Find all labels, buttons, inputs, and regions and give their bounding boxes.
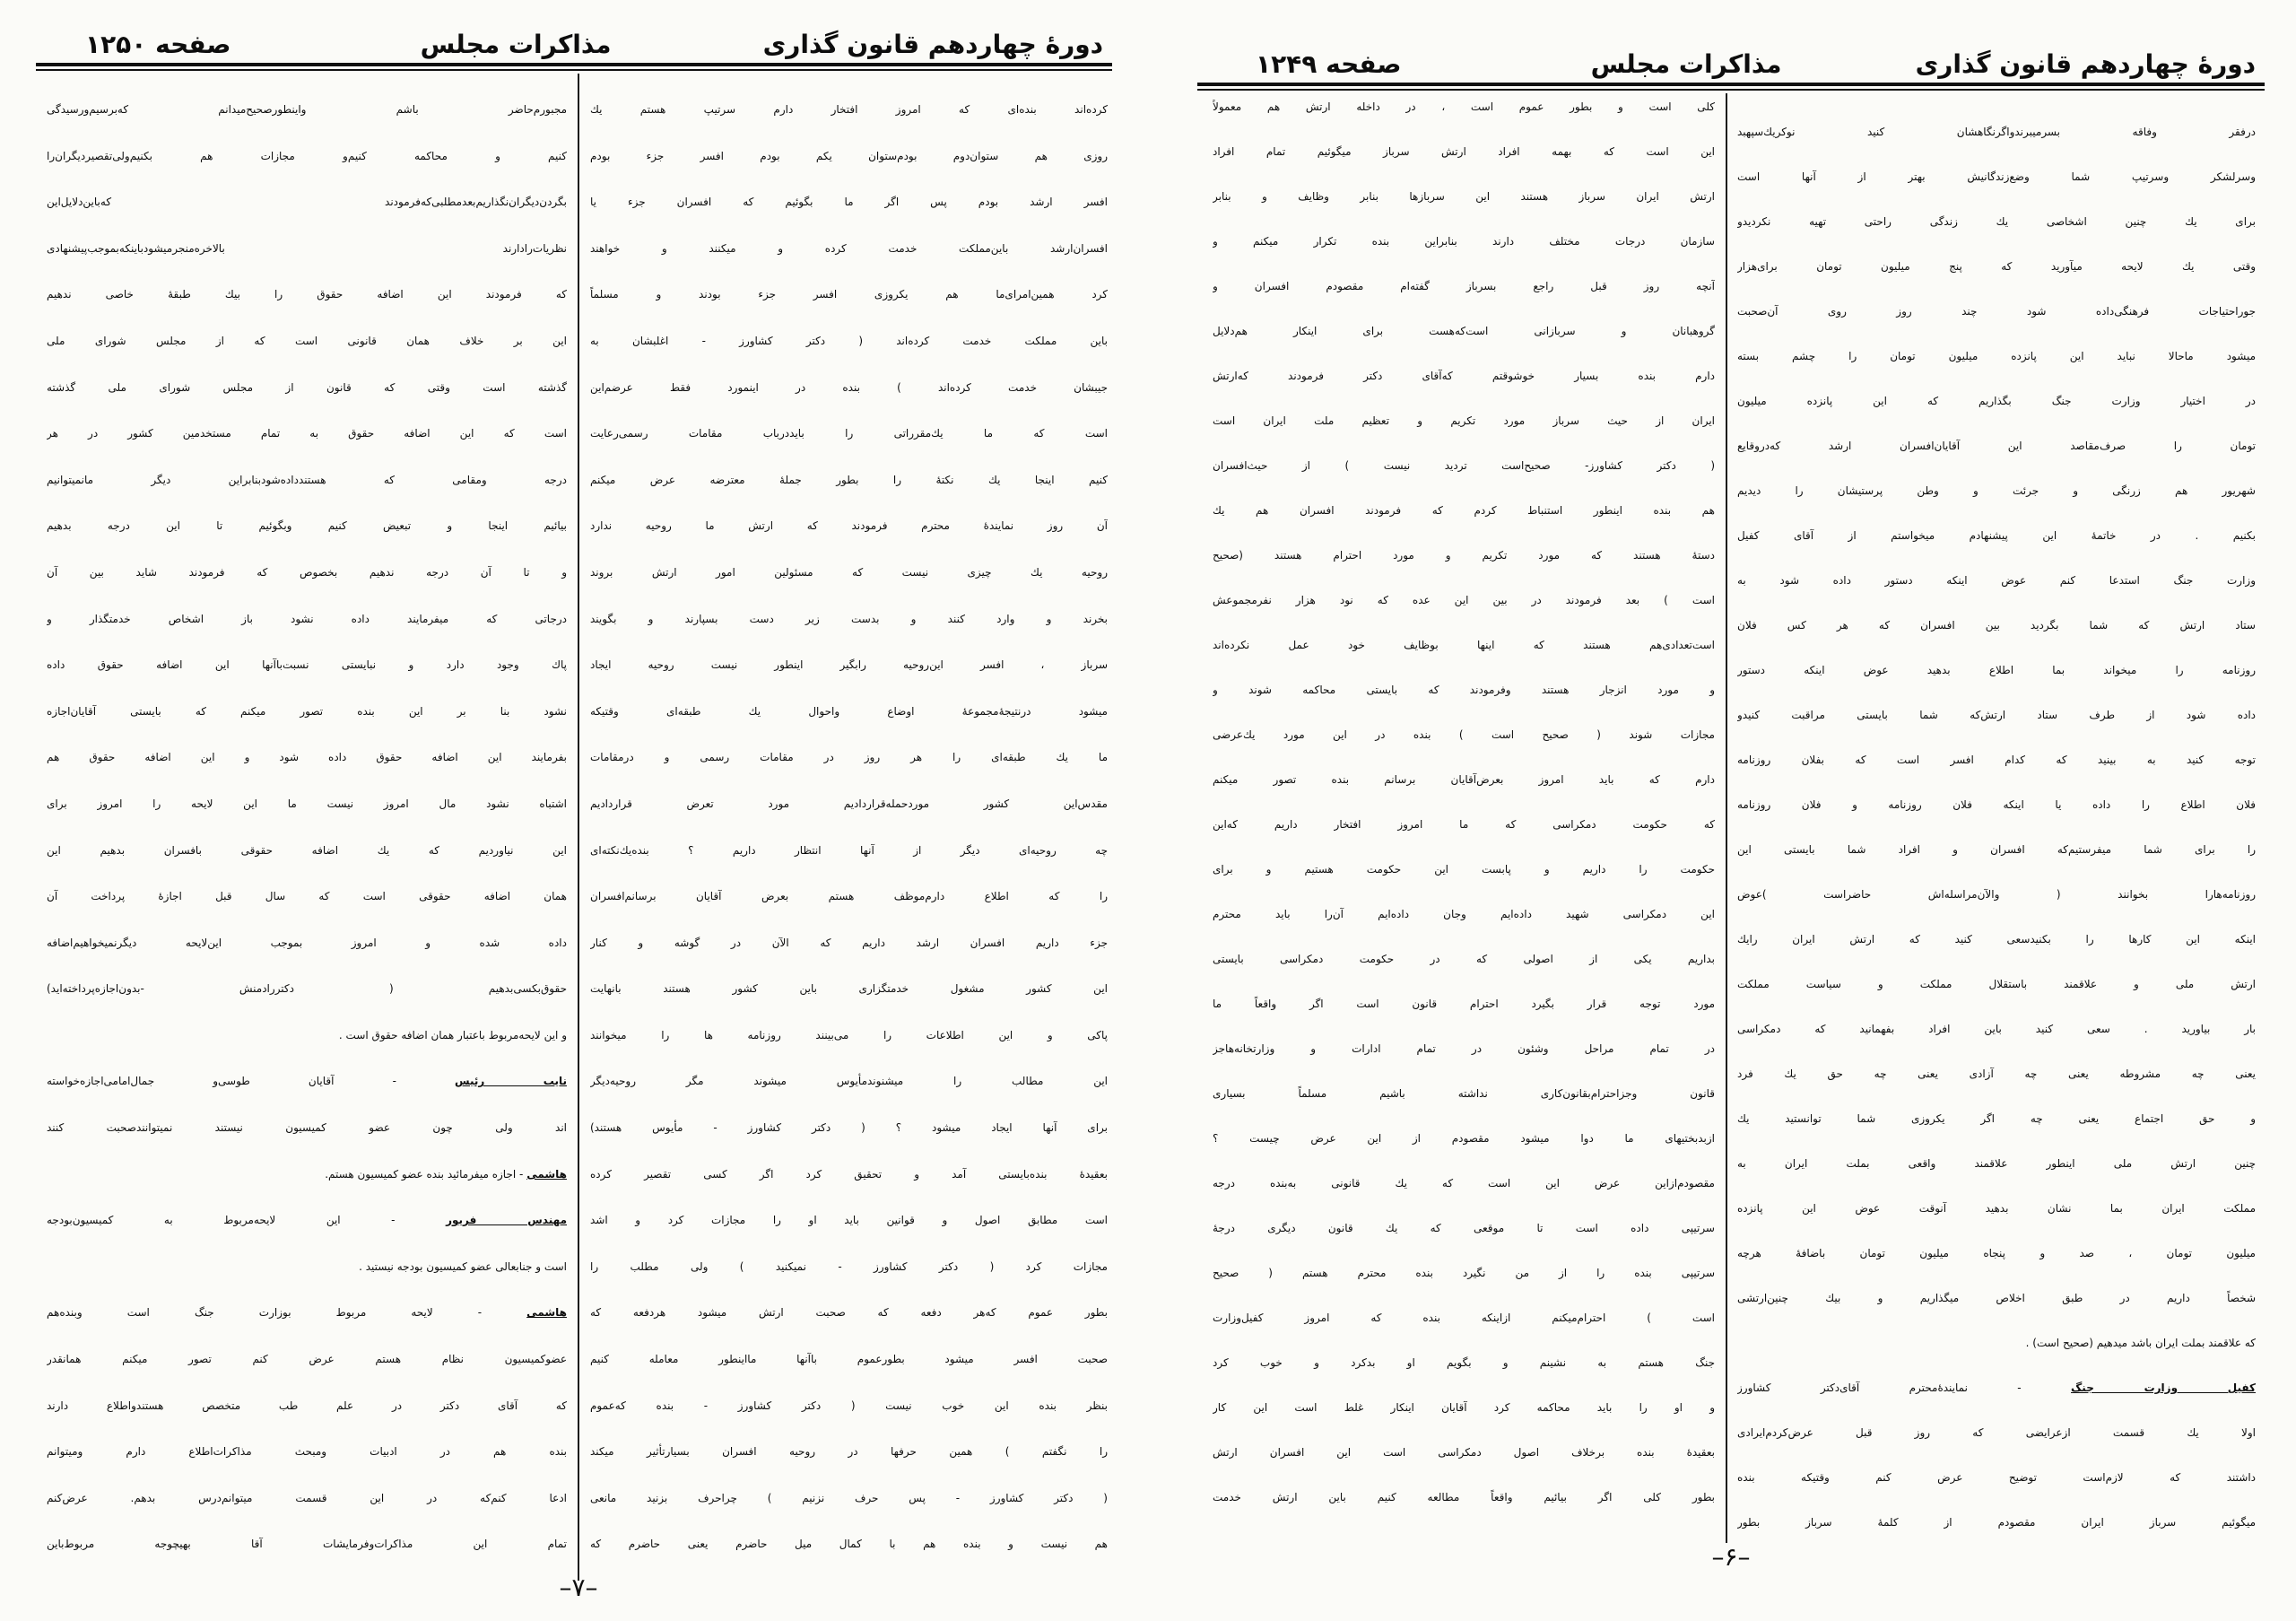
text-line: بکنیم . در خاتمهٔ این پیشنهادم میخواستم از آقای کفیل: [1737, 529, 2256, 542]
text-line: این است که بهمه افراد ارتش سرباز میگوئیم تمام افراد: [1213, 145, 1715, 158]
text-line: چه روحیه‌ای دیگر از آنها انتظار داریم ؟ بنده‌یك‌نکته‌ای: [590, 843, 1108, 857]
text-line: را برای شما میفرستیم‌که افسران و افراد شما بایستی این: [1737, 843, 2256, 856]
text-line: بداریم یکی از اصولی که در حکومت دمکراسی بایستی: [1213, 953, 1715, 965]
text-line: وقتی یك لایحه میآورید که پنج میلیون تومان برای‌هزار: [1737, 260, 2256, 273]
text-line: دستهٔ هستند که مورد تکریم و مورد احترام هستند (صحیح: [1213, 549, 1715, 562]
page-footer-number: –۶–: [1711, 1542, 1751, 1572]
text-line: پاکی و این اطلاعات را می‌بینند روزنامه ها را میخوانند: [590, 1028, 1108, 1041]
text-line: ازبدبختیهای ما دوا میشود مقصودم از این عرض چیست ؟: [1213, 1132, 1715, 1145]
text-line: است که ما یك‌مقرراتی را بایددرباب مقامات رسمی‌رعایت: [590, 427, 1108, 440]
text-line: ( دکتر کشاورز- صحیح‌است تردید نیست ) از حیث‌افسران: [1213, 459, 1715, 472]
text-line: گروهبانان و سربازانی است‌که‌هست برای اینکار هم‌دلایل: [1213, 325, 1715, 337]
text-line: را که اطلاع دارم‌موظف هستم بعرض آقایان برسانم‌افسران: [590, 890, 1108, 903]
text-line: و مورد انزجار هستند وفرمودند که بایستی محاکمه شوند و: [1213, 684, 1715, 696]
text-line: بگردن‌دیگران‌نگذاریم‌بعدمطلبی‌که‌فرمودند که‌باین‌دلایل‌این: [47, 196, 567, 209]
journal-title: مذاکرات مجلس: [420, 30, 612, 59]
text-line: بطور کلی اگر بیائیم واقعاً مطالعه کنیم باین ارتش خدمت: [1213, 1491, 1715, 1503]
text-line: دارم بنده بسیار خوشوقتم که‌آقای دکتر فرمودند که‌ارتش: [1213, 370, 1715, 382]
speech-text: - آقایان طوسی‌و جمال‌امامی‌اجازه‌خواسته: [47, 1075, 396, 1088]
text-column-left: [1213, 84, 1715, 1520]
text-line: ستاد ارتش که شما بگردید بین افسران که هر کس فلان: [1737, 619, 2256, 632]
text-line: کنیم و محاکمه کنیم‌و مجازات هم بکنیم‌ولی‌تقصیر‌دیگران‌را: [47, 149, 567, 162]
text-line: سرتیپی داده است تا موقعی که یك قانون دیگری درجهٔ: [1213, 1222, 1715, 1234]
text-line: وسرلشکر وسرتیپ شما وضع‌زندگانیش بهتر از آنها است: [1737, 170, 2256, 183]
text-line: مجازات شوند ( صحیح است ) بنده در این مورد یك‌عرضی: [1213, 728, 1715, 741]
text-line: حقوق‌بکسی‌بدهیم ( دکتررادمنش -بدون‌اجازه‌پرداخته‌اید): [47, 982, 567, 996]
text-column-right: [590, 87, 1108, 1568]
text-line: داده شده و امروز بموجب این‌لایحه دیگر‌نمیخواهیم‌اضافه: [47, 936, 567, 949]
text-line: که فرمودند این اضافه حقوق را بیك طبقهٔ خاصی ندهیم: [47, 288, 567, 301]
text-line: افسران‌ارشد باین‌مملکت خدمت کرده و میکنند و خواهند: [590, 241, 1108, 255]
speech-text: - اجازه میفرمائید بنده عضو کمیسیون هستم.: [325, 1167, 524, 1181]
page-number: صفحه ۱۲۵۰: [85, 30, 231, 59]
text-line: اشتباه نشود مال امروز نیست ما این لایحه را امروز برای: [47, 797, 567, 810]
text-line: اولا یك قسمت ازعرایضی که روز قبل عرض‌کردم‌ایرادی: [1737, 1426, 2256, 1439]
session-title: دورهٔ چهاردهم قانون گذاری: [1915, 49, 2256, 79]
text-line: که حکومت دمکراسی که ما امروز افتخار داریم که‌این: [1213, 818, 1715, 831]
text-line: میشود ماحالا نباید این پانزده میلیون تومان را چشم بسته: [1737, 350, 2256, 362]
text-line: در اختیار وزارت جنگ بگذاریم که این پانزده میلیون: [1737, 395, 2256, 407]
text-line: ارتش ملی و علاقمند باستقلال مملکت و سیاست مملکت: [1737, 978, 2256, 990]
speech-text: - نمایندهٔ‌محترم آقای‌دکتر کشاورز: [1737, 1381, 2022, 1394]
text-line: گذشته است وقتی که قانون از مجلس شورای ملی گذشته: [47, 380, 567, 394]
text-line: همان اضافه حقوقی است که سال قبل اجازهٔ پرداخت آن: [47, 890, 567, 903]
text-line: در تمام مراحل وشئون در تمام ادارات و وزارتخانه‌ها‌جز: [1213, 1042, 1715, 1055]
text-line: روزنامه را میخواند بما اطلاع بدهید عوض اینکه دستور: [1737, 664, 2256, 676]
speaker-name: هاشمی: [526, 1167, 567, 1181]
text-line: [47, 1198, 567, 1244]
text-line: روزی هم ستوان‌دوم بودم‌ستوان یکم بودم افسر جزء بودم: [590, 149, 1108, 162]
text-line: نظریات‌را‌دارند بالاخره‌منجر‌میشودباینکه‌بموجب‌پیشنهادی: [47, 241, 567, 255]
speaker-name: کفیل وزارت جنگ: [2071, 1381, 2256, 1394]
text-line: شهریور هم زرنگی و جرئت و وطن پرستیشان را دیدیم: [1737, 484, 2256, 497]
text-line: وزارت جنگ استدعا کنم عوض اینکه دستور داده شود به: [1737, 574, 2256, 587]
text-line: درفقر وفاقه بسرمیبرند‌واگر‌نگاهشان کنید نوکر‌یك‌سپهبد: [1737, 126, 2256, 138]
text-line: قانون وجز‌احترام‌بقانون‌کاری نداشته باشیم مسلماً بسیاری: [1213, 1087, 1715, 1100]
text-line: درجه ومقامی که هستندداده‌شودبنابراین دیگر ما‌نمیتوانیم: [47, 473, 567, 486]
text-line: کرد همین‌امرای‌ما هم یکروزی افسر جزء بودند و مسلماً: [590, 288, 1108, 301]
text-line: این بر خلاف همان قانونی است که از مجلس شورای ملی: [47, 334, 567, 347]
text-line: نشود بنا بر این بنده تصور میکنم که بایستی آقایان‌اجازه: [47, 704, 567, 718]
text-line: که آقای دکتر در علم طب متخصص هستندواطلاع دارند: [47, 1399, 567, 1412]
text-line: سازمان درجات مختلف دارند بنابراین بنده تکرار میکنم و: [1213, 235, 1715, 248]
speech-text: - این لایحه‌مربوط به کمیسیون‌بودجه: [47, 1214, 396, 1227]
text-line: بنظر بنده این خوب نیست ( دکتر کشاورز - بنده که‌عموم: [590, 1399, 1108, 1412]
text-line: کرده‌اند بنده‌ای که امروز افتخار دارم سرتیپ هستم یك: [590, 103, 1108, 116]
text-line: میگوئیم سرباز ایران مقصودم از کلمهٔ سرباز بطور: [1737, 1516, 2256, 1529]
text-line: تمام این مذاکرات‌وفرمایشات آقا بهیچوجه مربوط‌باین: [47, 1538, 567, 1551]
text-line: تومان را صرف‌مقاصد این آقایان‌افسران ارشد که‌دروقایع: [1737, 440, 2256, 452]
text-line: و این لایحه‌مربوط باعتبار همان اضافه حقوق است .: [338, 1028, 567, 1041]
text-line: جوراحتیاجات فرهنگی‌داده شود چند روز روی آن‌صحبت: [1737, 305, 2256, 318]
speaker-name: هاشمی: [526, 1306, 567, 1320]
text-line: حکومت را داریم و پابست این حکومت هستیم و برای: [1213, 863, 1715, 876]
text-line: ارتش ایران سرباز هستند این سربازها بنابر وظایف و بنابر: [1213, 190, 1715, 203]
text-line: است و جنابعالی عضو کمیسیون بودجه نیستید .: [359, 1259, 567, 1273]
text-line: میشود درنتیجهٔ‌مجموعهٔ اوضاع واحوال یك طبقه‌ای وقتیکه: [590, 704, 1108, 718]
text-line: مجبورم‌حاضر باشم واینطورصحیح‌میدانم که‌برسیم‌ورسیدگی: [47, 103, 567, 116]
text-line: [1737, 1365, 2256, 1410]
page-number: صفحه ۱۲۴۹: [1256, 49, 1402, 79]
text-line: [47, 1059, 567, 1105]
text-line: پاك وجود دارد و نبایستی نسبت‌با‌آنها این اضافه حقوق داده: [47, 658, 567, 672]
text-line: این دمکراسی شهید داده‌ایم وجان داده‌ایم آن‌را باید محترم: [1213, 908, 1715, 920]
text-line: مملکت ایران بما نشان بدهید آنوقت عوض این پانزده: [1737, 1202, 2256, 1215]
text-line: ما یك طبقه‌ای را هر روز در مقامات رسمی و درمقامات: [590, 751, 1108, 764]
text-line: بفرمایند این اضافه حقوق داده شود و این اضافه حقوق هم: [47, 751, 567, 764]
text-line: هم بنده اینطور استنباط کردم که فرمودند افسران هم یك: [1213, 504, 1715, 517]
text-line: جیبشان خدمت کرده‌اند ) بنده در اینمورد فقط عرضم‌این: [590, 380, 1108, 394]
text-line: مقصودم‌ازاین عرض این است که یك قانونی به‌بنده درجه: [1213, 1177, 1715, 1190]
speaker-name: نایب رئیس: [455, 1075, 567, 1088]
text-line: صحبت افسر میشود بطورعموم باآنها مااینطور معامله کنیم: [590, 1353, 1108, 1366]
text-line: اینکه این کارها را بکنید‌سعی کنید که ارتش ایران را‌یك: [1737, 933, 2256, 946]
text-line: برای آنها ایجاد میشود ؟ ( دکتر کشاورز - مأیوس هستند): [590, 1121, 1108, 1135]
text-line: داشتند که لازم‌است توضیح عرض کنم وقتیکه بنده: [1737, 1471, 2256, 1484]
text-line: کنیم اینجا یك نکتهٔ را بطور جملهٔ معترضه عرض میکنم: [590, 473, 1108, 486]
text-line: مقدس‌این کشور موردحمله‌قراردادیم مورد تعرض قراردادیم: [590, 797, 1108, 810]
text-line: ایران از حیث سرباز مورد تکریم و تعظیم ملت ایران است: [1213, 414, 1715, 427]
text-line: و حق اجتماع یعنی چه اگر یکروزی شما توانستید یك: [1737, 1112, 2256, 1125]
text-line: میلیون تومان ، صد و پنجاه میلیون تومان باضافهٔ هرچه: [1737, 1247, 2256, 1259]
text-line: بعقیدهٔ بنده‌بایستی آمد و تحقیق کرد اگر کسی تقصیر کرده: [590, 1167, 1108, 1181]
text-line: فلان اطلاع را داده یا اینکه فلان روزنامه و فلان روزنامه: [1737, 798, 2256, 811]
text-line: بعقیدهٔ بنده برخلاف اصول دمکراسی است این افسران ارتش: [1213, 1446, 1715, 1459]
text-line: بطور عموم که‌هر دفعه که صحبت ارتش میشود هردفعه که: [590, 1306, 1108, 1320]
text-line: این مطالب را میشنوندمأیوس میشوند مگر روحیه‌دیگر: [590, 1075, 1108, 1088]
speech-text: - لایحه مربوط بوزارت جنگ است وبنده‌هم: [47, 1306, 483, 1320]
text-line: است ) بعد فرمودند در بین این عده که نود هزار نفر‌مجموعش: [1213, 594, 1715, 606]
text-line: بیائیم اینجا و تبعیض کنیم وبگوئیم تا این درجه بدهیم: [47, 519, 567, 533]
text-line: جنگ هستم به نشینم و بگویم او بدکرد و خوب کرد: [1213, 1356, 1715, 1369]
text-line: ( دکتر کشاورز - پس حرف نزنیم ) چراحرف بزنید مانعی: [590, 1491, 1108, 1504]
text-line: است ) احترام‌میکنم ازاینکه بنده که امروز کفیل‌وزارت: [1213, 1312, 1715, 1324]
text-line: آنچه روز قبل راجع بسرباز گفته‌ام مقصودم افسران و: [1213, 280, 1715, 292]
page-right: [1148, 0, 2296, 1621]
text-line: کلی است و بطور عموم است ، در داخله ارتش هم معمولاً: [1213, 100, 1715, 113]
session-title: دورهٔ چهاردهم قانون گذاری: [762, 30, 1103, 59]
text-line: و تا آن درجه ندهیم بخصوص که فرمودند شاید بین آن: [47, 565, 567, 579]
text-line: دارم که باید امروز بعرض‌آقایان برسانم بنده تصور میکنم: [1213, 773, 1715, 786]
text-line: آن روز نمایندهٔ محترم فرمودند که ارتش ما روحیه ندارد: [590, 519, 1108, 533]
text-line: باین مملکت خدمت کرده‌اند ( دکتر کشاورز - اغلبشان به: [590, 334, 1108, 347]
text-line: توجه کنید به بینید که کدام افسر است که بفلان روزنامه: [1737, 754, 2256, 766]
text-line: اند ولی چون عضو کمیسیون نیستند نمیتوانندصحبت کنند: [47, 1121, 567, 1135]
column-divider: [578, 74, 579, 1581]
text-line: که علاقمند بملت ایران باشد میدهیم (صحیح است) .: [2025, 1337, 2256, 1349]
text-line: بخرند و وارد کنند و بدست زیر دست بسپارند و بگویند: [590, 612, 1108, 625]
text-line: بنده هم در ادبیات ومبحث مذاکرات‌اطلاع دارم ومیتوانم: [47, 1445, 567, 1459]
speaker-name: مهندس فریور: [446, 1214, 567, 1227]
text-line: روزنامه‌ها‌را بخوانند ( والآن‌مراسله‌اش حاضراست )عوض: [1737, 888, 2256, 901]
text-line: برای یك چنین اشخاصی یك زندگی راحتی تهیه نکردید‌و: [1737, 215, 2256, 228]
text-line: روحیه یك چیزی نیست که مسئولین امور ارتش بروند: [590, 565, 1108, 579]
text-line: [47, 1152, 567, 1198]
text-line: بار بیاورید . سعی کنید باین افراد بفهمانید که دمکراسی: [1737, 1023, 2256, 1035]
text-line: این نیاوردیم که یك اضافه حقوقی بافسران بدهیم این: [47, 843, 567, 857]
text-line: هم نیست و بنده هم با کمال میل حاضرم یعنی حاضرم که: [590, 1538, 1108, 1551]
journal-title: مذاکرات مجلس: [1590, 49, 1782, 79]
text-line: این کشور مشغول خدمتگزاری باین کشور هستند بانهایت: [590, 982, 1108, 996]
page-footer-number: –۷–: [559, 1573, 598, 1602]
text-line: یعنی چه مشروطه یعنی چه آزادی یعنی چه حق یك فرد: [1737, 1068, 2256, 1080]
text-line: و او را باید محاکمه کرد آقایان اینکار غلط است این کار: [1213, 1401, 1715, 1414]
text-line: داده شود از طرف ستاد ارتش‌که شما بایستی مراقبت کنید‌و: [1737, 709, 2256, 721]
column-divider: [1726, 93, 1727, 1543]
text-line: ادعا کنم‌که در این قسمت میتوانم‌درس بدهم. عرض‌کنم: [47, 1491, 567, 1504]
text-line: افسر ارشد بودم پس اگر ما بگوئیم که افسران جزء یا: [590, 196, 1108, 209]
text-line: است که این اضافه حقوق به تمام مستخدمین کشور در هر: [47, 427, 567, 440]
text-line: جزء داریم افسران ارشد داریم که الآن در گوشه و کنار: [590, 936, 1108, 949]
text-line: شخصاً داریم در طبق اخلاص میگذاریم و بیك چنین‌ارتشی: [1737, 1292, 2256, 1304]
text-line: مورد توجه قرار بگیرد احترام قانون است اگر واقعاً ما: [1213, 998, 1715, 1010]
text-line: است مطابق اصول و قوانین باید او را مجازات کرد و اشد: [590, 1214, 1108, 1227]
text-column-right: [1737, 109, 2256, 1545]
text-line: [47, 1290, 567, 1337]
text-line: است‌تعدادی‌هم هستند که اینها بوظایف خود عمل نکرده‌اند: [1213, 639, 1715, 651]
text-column-left: [47, 87, 567, 1568]
text-line: عضوکمیسیون نظام هستم عرض کنم تصور میکنم همانقدر: [47, 1353, 567, 1366]
text-line: مجازات کرد ( دکتر کشاورز - نمیکنید ) ولی مطلب را: [590, 1259, 1108, 1273]
text-line: سرباز ، افسر این‌روحیه رابگیر اینطور نیست روحیه ایجاد: [590, 658, 1108, 672]
text-line: سرتیپی بنده را از من نگیرد بنده محترم هستم ( صحیح: [1213, 1267, 1715, 1279]
header-rule: [36, 63, 1112, 71]
text-line: درجاتی که میفرمایند داده نشود باز اشخاص خدمتگذار و: [47, 612, 567, 625]
text-line: را نگفتم ) همین حرفها در روحیه افسران بسیارتأثیر میکند: [590, 1445, 1108, 1459]
text-line: چنین ارتش ملی اینطور علاقمند واقعی بملت ایران به: [1737, 1157, 2256, 1170]
